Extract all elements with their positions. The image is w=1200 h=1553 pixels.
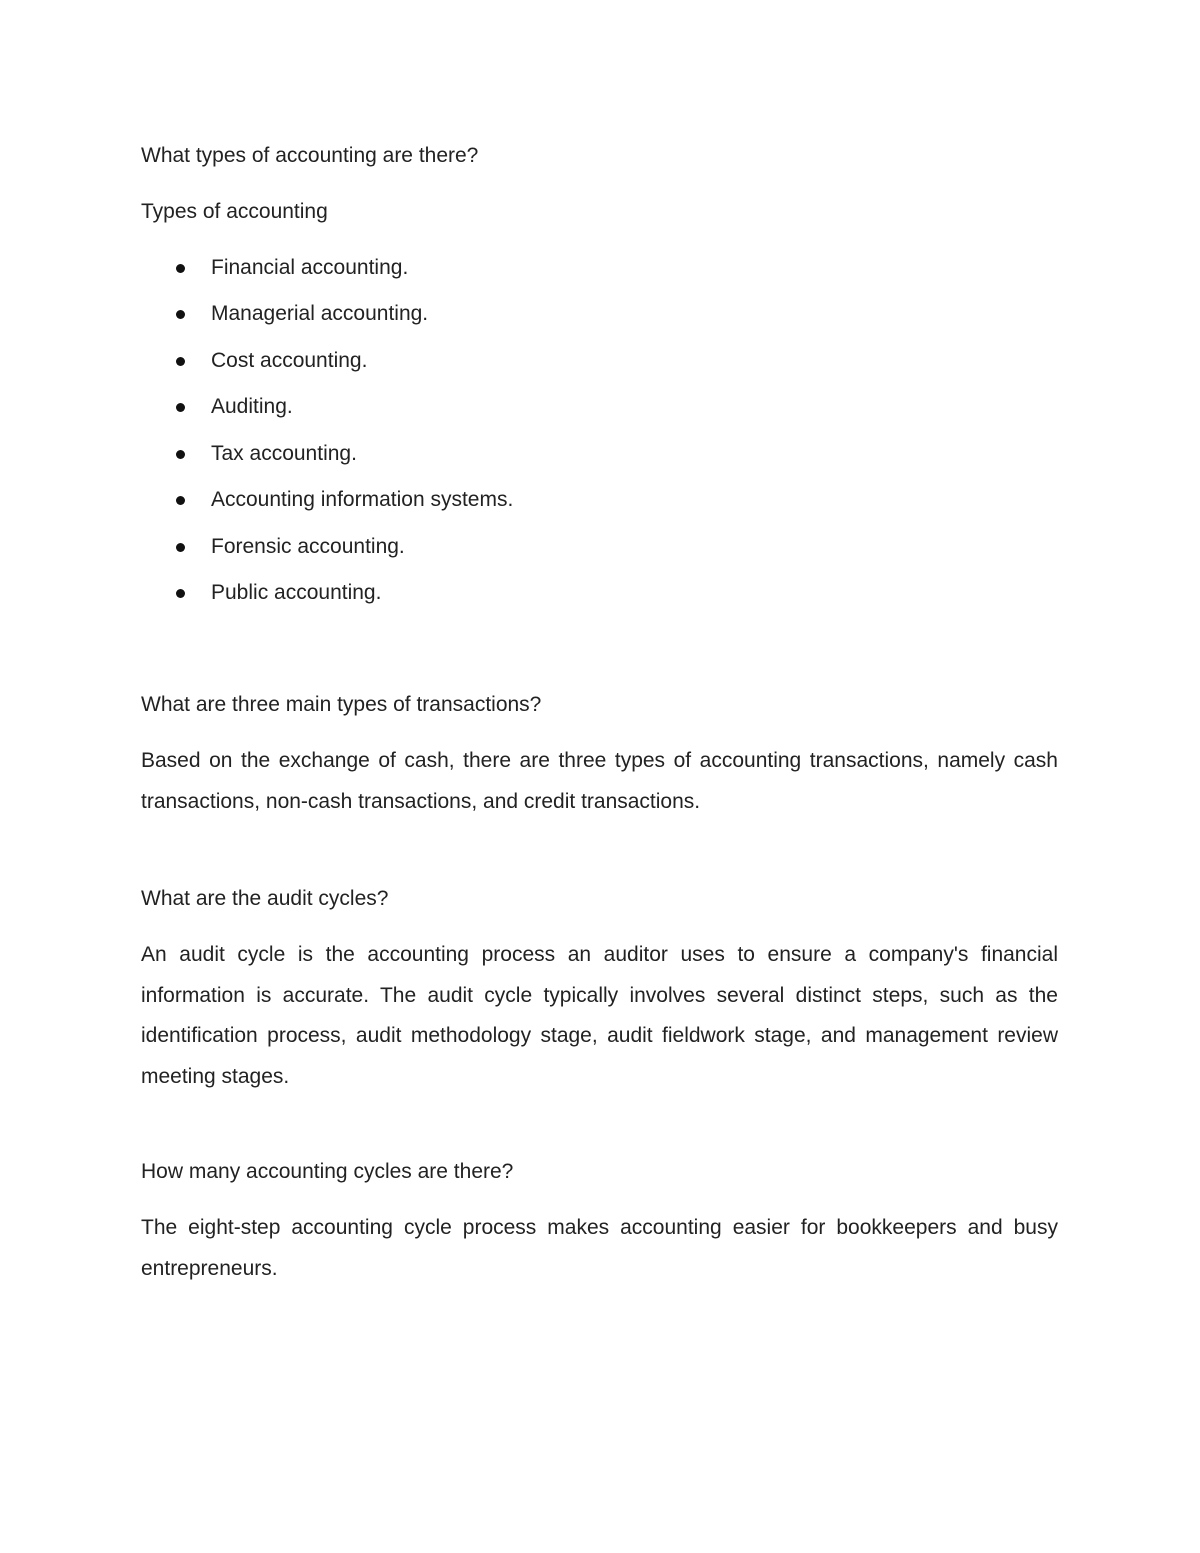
list-item xyxy=(141,535,741,559)
document-page xyxy=(141,0,1058,1553)
list-item-text: Cost accounting. xyxy=(211,349,368,372)
bullet-icon xyxy=(176,450,185,459)
list-item xyxy=(141,395,741,419)
list-item-text: Public accounting. xyxy=(211,581,382,604)
bullet-icon xyxy=(176,403,185,412)
list-item xyxy=(141,488,741,512)
question-audit-cycles: What are the audit cycles? xyxy=(141,887,389,910)
subheading-types-of-accounting: Types of accounting xyxy=(141,200,328,223)
list-item-text: Managerial accounting. xyxy=(211,302,429,325)
bullet-icon xyxy=(176,357,185,366)
bullet-icon xyxy=(176,310,185,319)
list-item-text: Financial accounting. xyxy=(211,256,409,279)
list-item-text: Tax accounting. xyxy=(211,442,357,465)
question-accounting-cycles: How many accounting cycles are there? xyxy=(141,1160,514,1183)
list-item xyxy=(141,442,741,466)
list-item xyxy=(141,302,741,326)
bullet-icon xyxy=(176,496,185,505)
list-item-text: Forensic accounting. xyxy=(211,535,405,558)
list-item-text: Accounting information systems. xyxy=(211,488,514,511)
bullet-icon xyxy=(176,543,185,552)
bullet-icon xyxy=(176,589,185,598)
list-item xyxy=(141,581,741,605)
list-item xyxy=(141,349,741,373)
answer-accounting-cycles: The eight-step accounting cycle process makes accounting easier for bookkeepers and busy entrepreneurs. xyxy=(141,1216,1058,1280)
list-item-text: Auditing. xyxy=(211,395,293,418)
bullet-icon xyxy=(176,264,185,273)
answer-audit-cycles: An audit cycle is the accounting process an auditor uses to ensure a company's financial information is accurate. The audit cycle typically involves several distinct steps, such as the identification process, audit methodology stage, audit fieldwork stage, and management review meeting stages. xyxy=(141,943,1058,1088)
question-types-of-accounting: What types of accounting are there? xyxy=(141,144,479,167)
question-transaction-types: What are three main types of transactions? xyxy=(141,693,542,716)
list-item xyxy=(141,256,741,280)
answer-transaction-types: Based on the exchange of cash, there are three types of accounting transactions, namely cash transactions, non-cash transactions, and credit transactions. xyxy=(141,749,1058,813)
